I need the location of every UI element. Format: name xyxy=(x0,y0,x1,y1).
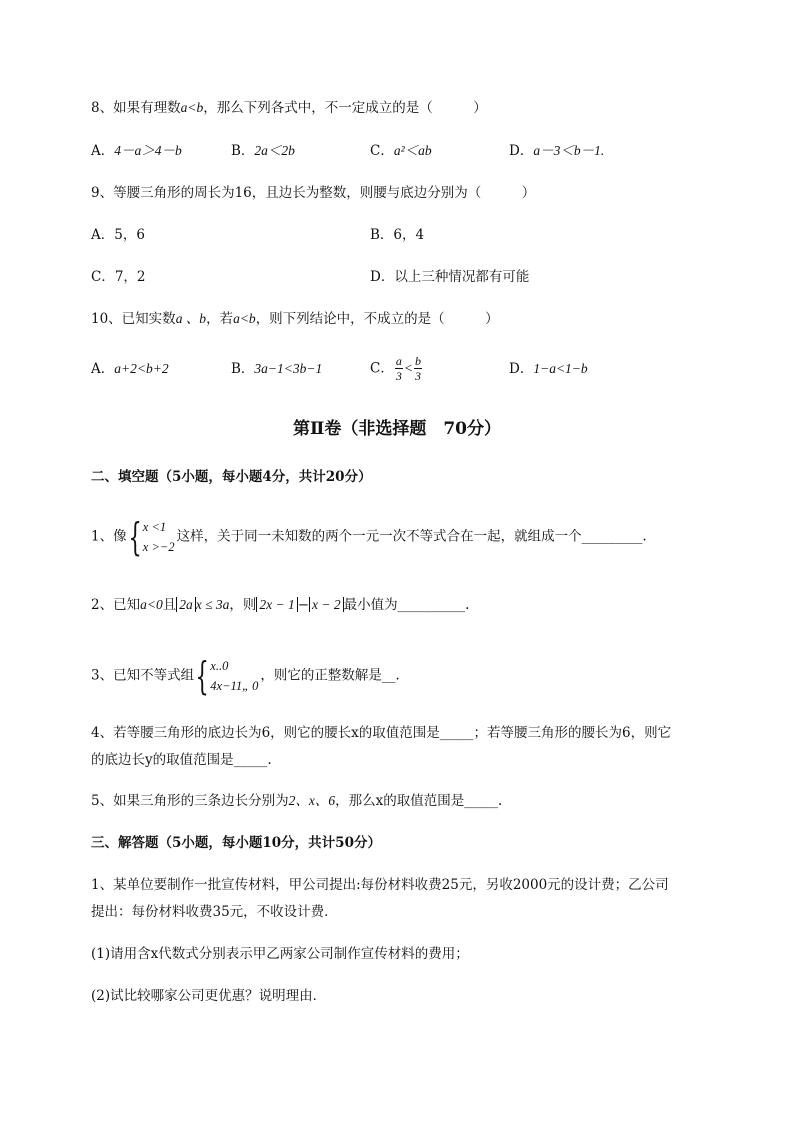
abs-2a: 2a xyxy=(176,597,196,612)
fill-question-2: 2、已知a<0且 2a x ≤ 3a，则 2x − 1 − x − 2 最小值为__________. xyxy=(91,597,470,613)
fill-question-3: 3、已知不等式组{ x..0 4x−11„ 0 ，则它的正整数解是__. xyxy=(91,653,400,698)
solve-question-1-part-1: (1)请用含x代数式分别表示甲乙两家公司制作宣传材料的费用； xyxy=(91,946,469,962)
q9-option-a: A．5，6 xyxy=(91,227,145,243)
q9-option-b: B．6，4 xyxy=(370,227,425,243)
question-9-stem: 9、等腰三角形的周长为16，且边长为整数，则腰与底边分别为（ ） xyxy=(91,185,536,201)
q9-option-c: C．7，2 xyxy=(91,269,146,285)
fill-question-1: 1、像{ x <1 x >−2 这样，关于同一未知数的两个一元一次不等式合在一起，就组成一个_________. xyxy=(91,514,647,559)
q8-option-a: A．4－a＞4－b xyxy=(91,143,182,159)
inequality-system-3: x..0 4x−11„ 0 xyxy=(210,658,259,693)
fill-question-5: 5、如果三角形的三条边长分别为2、x、6，那么x的取值范围是_____. xyxy=(91,793,503,809)
part-2-title: 第Ⅱ卷（非选择题 70分） xyxy=(293,419,501,439)
section-2-heading: 二、填空题（5小题，每小题4分，共计20分） xyxy=(91,469,372,485)
q10-option-b: B．3a−1<3b−1 xyxy=(231,361,323,377)
q10-option-d: D．1−a<1−b xyxy=(509,361,588,377)
solve-question-1-line-1: 1、某单位要制作一批宣传材料，甲公司提出:每份材料收费25元，另收2000元的设计费；乙公司 xyxy=(91,877,669,893)
solve-question-1-part-2: (2)试比较哪家公司更优惠？说明理由． xyxy=(91,988,327,1004)
abs-2x-minus-1: 2x − 1 xyxy=(256,597,297,612)
left-brace-icon: { xyxy=(128,514,142,559)
q9-option-d: D．以上三种情况都有可能 xyxy=(370,269,530,285)
fraction-b-over-3: $\frac{b}{3}$ xyxy=(414,354,421,383)
q8-condition: a<b xyxy=(180,100,204,115)
q10-option-c: C． $\frac{a}{3}$ < $\frac{b}{3}$ xyxy=(370,354,421,383)
fraction-a-over-3: $\frac{a}{3}$ xyxy=(395,354,402,383)
left-brace-icon: { xyxy=(195,653,209,698)
question-8-stem xyxy=(91,98,487,118)
section-3-heading: 三、解答题（5小题，每小题10分，共计50分） xyxy=(91,835,381,851)
q8-option-d: D．a－3＜b－1. xyxy=(509,143,605,159)
inequality-system-1: x <1 x >−2 xyxy=(142,519,175,554)
abs-x-minus-2: x − 2 xyxy=(309,597,344,612)
q8-stem-text: 8、如果有理数 xyxy=(91,100,181,116)
q10-variables: a 、b xyxy=(175,311,207,326)
q8-option-c: C．a²＜ab xyxy=(370,143,432,159)
q10-condition: a<b xyxy=(233,311,256,326)
q10-option-a: A．a+2<b+2 xyxy=(91,361,169,377)
question-10-stem: 10、已知实数a 、b，若a<b，则下列结论中，不成立的是（ ） xyxy=(91,311,499,327)
q8-stem-tail: ，那么下列各式中，不一定成立的是（ ） xyxy=(203,100,487,116)
q8-option-b: B．2a＜2b xyxy=(231,143,295,159)
solve-question-1-line-2: 提出：每份材料收费35元，不收设计费． xyxy=(91,904,338,920)
fill-question-4-line-2: 的底边长y的取值范围是_____. xyxy=(91,752,272,768)
fill-question-4-line-1: 4、若等腰三角形的底边长为6，则它的腰长x的取值范围是_____；若等腰三角形的腰长为6，则它 xyxy=(91,725,672,741)
